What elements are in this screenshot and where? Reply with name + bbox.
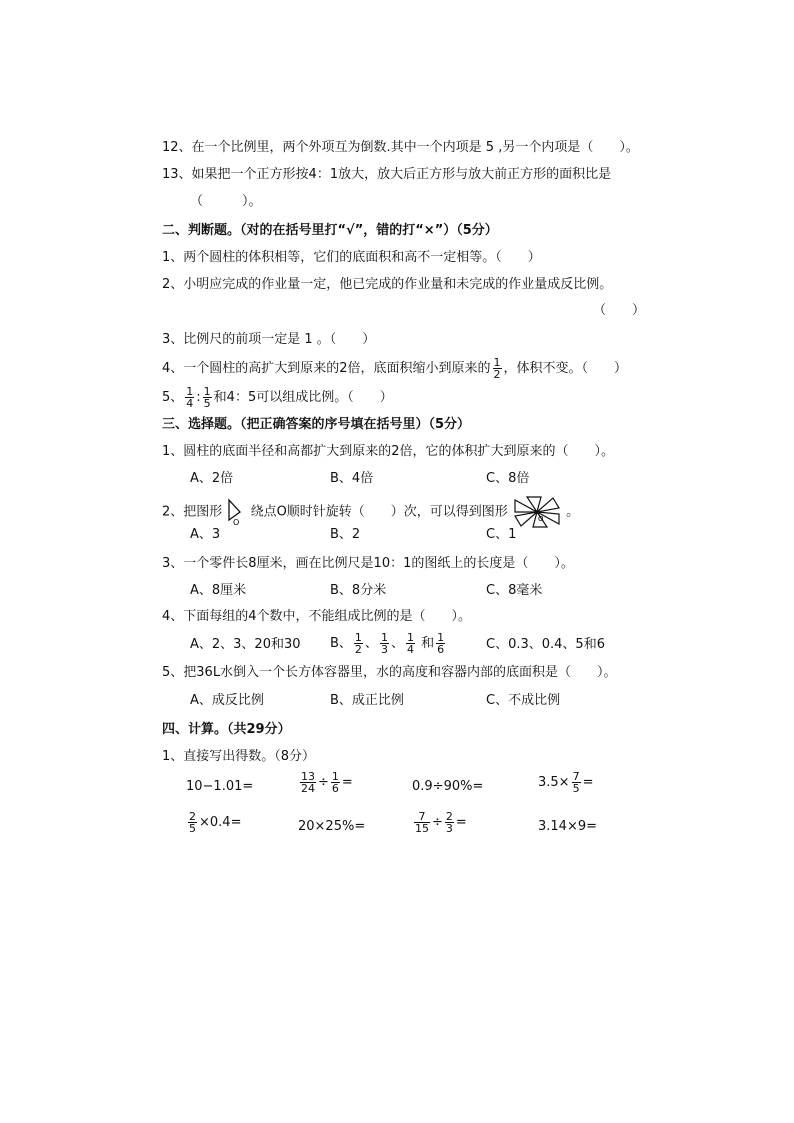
calc-item-4-text: 3.5×: [538, 775, 570, 790]
calc-item-5-text: ×0.4=: [199, 815, 242, 830]
choice-q5-option-a: A、成反比例: [190, 693, 264, 708]
fraction-one-third: [380, 632, 389, 655]
judge-item-4-text-a: 4、一个圆柱的高扩大到原来的2倍，底面积缩小到原来的: [162, 361, 491, 376]
denominator: 15: [415, 822, 429, 835]
denominator: 2: [354, 643, 362, 656]
fraction-one-quarter: [185, 386, 194, 409]
judge-item-3: 3、比例尺的前项一定是 1 。（ ）: [162, 332, 376, 347]
judge-item-5-number: 5、: [162, 390, 184, 405]
numerator: 2: [189, 810, 196, 823]
calc-item-6: 20×25%=: [298, 819, 366, 834]
numerator: 1: [380, 631, 388, 644]
denominator: 2: [493, 368, 501, 381]
section-4-title: 四、计算。（共29分）: [162, 722, 291, 737]
numerator: 1: [437, 631, 445, 644]
choice-q2-option-a: A、3: [190, 527, 221, 542]
denominator: 6: [331, 782, 339, 795]
fraction-one-sixth: [436, 632, 445, 655]
conjunction: 和: [421, 636, 435, 651]
section-2-title: 二、判断题。（对的在括号里打“√”，错的打“×”）（5分）: [162, 223, 498, 238]
numerator: 7: [572, 770, 580, 783]
divide-sign: ÷: [432, 815, 443, 830]
pinwheel-blade-figure-icon: [226, 498, 246, 526]
denominator: 24: [301, 782, 315, 795]
judge-item-2: 2、小明应完成的作业量一定，他已完成的作业量和未完成的作业量成反比例。: [162, 277, 613, 292]
numerator: 1: [493, 356, 501, 369]
fraction-1-6: [331, 771, 340, 794]
question-13: 13、如果把一个正方形按4：1放大，放大后正方形与放大前正方形的面积比是: [162, 167, 612, 182]
judge-item-2-blank: （ ）: [593, 303, 646, 318]
choice-q1-option-b: B、4倍: [330, 471, 374, 486]
calc-item-5: [186, 811, 241, 834]
equals-sign: =: [455, 815, 467, 830]
denominator: 5: [203, 397, 211, 410]
numerator: 1: [406, 631, 414, 644]
judge-item-5-text: 和4：5可以组成比例。（ ）: [213, 390, 393, 405]
fraction-13-24: [300, 771, 316, 794]
choice-q1-option-a: A、2倍: [190, 471, 234, 486]
question-13-blank: （ ）。: [190, 194, 262, 209]
choice-q1-option-c: C、8倍: [486, 471, 530, 486]
choice-q4-option-c: C、0.3、0.4、5和6: [486, 637, 605, 652]
section-3-title: 三、选择题。（把正确答案的序号填在括号里）（5分）: [162, 417, 471, 432]
calc-item-7: [412, 811, 467, 834]
option-b-letter: B、: [330, 636, 352, 651]
fraction-one-half: [354, 632, 363, 655]
choice-q1: 1、圆柱的底面半径和高都扩大到原来的2倍，它的体积扩大到原来的（ ）。: [162, 444, 615, 459]
choice-q3-option-c: C、8毫米: [486, 583, 543, 598]
numerator: 1: [203, 385, 211, 398]
fraction-one-half: [493, 357, 502, 380]
choice-q2-text-b: 绕点O顺时针旋转（ ）次，可以得到图形: [250, 504, 508, 520]
question-12: 12、在一个比例里，两个外项互为倒数.其中一个内项是 5 ,另一个内项是（ ）。: [162, 140, 639, 155]
denominator: 3: [380, 643, 388, 656]
divide-sign: ÷: [318, 775, 329, 790]
fraction-2-5: [188, 811, 197, 834]
calc-item-8: 3.14×9=: [538, 819, 598, 834]
choice-q2-option-c: C、1: [486, 527, 517, 542]
choice-q5-option-c: C、不成比例: [486, 693, 561, 708]
numerator: 1: [331, 770, 339, 783]
choice-q4-option-a: A、2、3、20和30: [190, 637, 301, 652]
choice-q2-text-c: 。: [566, 504, 580, 520]
denominator: 4: [406, 643, 414, 656]
numerator: 13: [301, 770, 315, 783]
judge-item-5: 5、 $\frac{1}{4}$ : $\frac{1}{5}$ 和4：5可以组成比例。（ ）: [162, 385, 393, 410]
figure-point-o-label: O: [233, 518, 240, 526]
denominator: 5: [189, 822, 196, 835]
choice-q5: 5、把36L水倒入一个长方体容器里，水的高度和容器内部的底面积是（ ）。: [162, 665, 617, 680]
choice-q4-option-b: [330, 632, 447, 655]
fraction-one-fifth: [203, 386, 212, 409]
numerator: 2: [445, 810, 453, 823]
denominator: 5: [572, 782, 580, 795]
separator: 、: [364, 636, 378, 651]
equals-sign: =: [582, 775, 594, 790]
calc-item-1: 10−1.01=: [186, 779, 254, 794]
choice-q2-option-b: B、2: [330, 527, 361, 542]
fraction-one-quarter: [406, 632, 415, 655]
choice-q4: 4、下面每组的4个数中，不能组成比例的是（ ）。: [162, 609, 472, 624]
choice-q3: 3、一个零件长8厘米，画在比例尺是10：1的图纸上的长度是（ ）。: [162, 556, 574, 571]
choice-q2: [162, 496, 579, 526]
denominator: 6: [437, 643, 445, 656]
pinwheel-figure-icon: [512, 496, 562, 528]
numerator: 7: [414, 811, 430, 823]
fraction-7-5: [572, 771, 581, 794]
pinwheel-center-o-label: O: [537, 515, 544, 523]
denominator: 4: [186, 397, 194, 410]
choice-q5-option-b: B、成正比例: [330, 693, 404, 708]
choice-q3-option-b: B、8分米: [330, 583, 387, 598]
calc-item-3: 0.9÷90%=: [412, 779, 484, 794]
calc-item-2: [298, 771, 353, 794]
calc-sub-1-title: 1、直接写出得数。（8分）: [162, 749, 316, 764]
choice-q3-option-a: A、8厘米: [190, 583, 247, 598]
numerator: 1: [186, 385, 194, 398]
fraction-7-15: [414, 811, 430, 834]
calc-item-4: [538, 771, 593, 794]
judge-item-4: [162, 357, 627, 380]
fraction-2-3: [445, 811, 454, 834]
numerator: 1: [354, 631, 362, 644]
judge-item-4-text-b: ，体积不变。（ ）: [503, 361, 628, 376]
separator: 、: [390, 636, 404, 651]
choice-q2-text-a: 2、把图形: [162, 504, 223, 520]
denominator: 3: [445, 822, 453, 835]
judge-item-1: 1、两个圆柱的体积相等，它们的底面积和高不一定相等。（ ）: [162, 250, 541, 265]
equals-sign: =: [341, 775, 353, 790]
